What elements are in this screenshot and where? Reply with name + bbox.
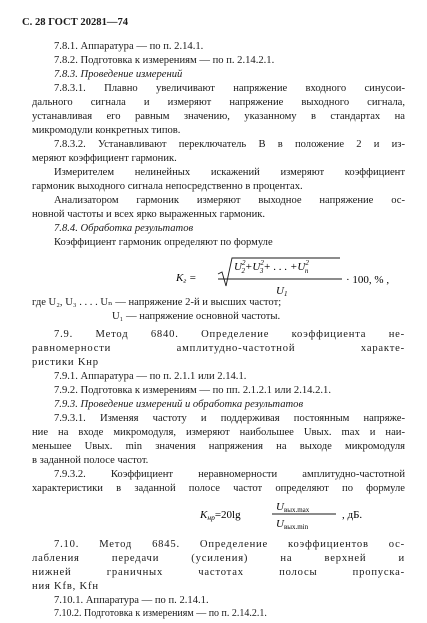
formula1-numerator: $U^2$ $2+U^2$ 3+ . . . $+U^2$ n: [234, 259, 309, 275]
section-7-10-title-line2: лабления передачи (усиления) на верхней и: [32, 553, 405, 564]
para-7-9-3-1-line2: ние на входе микромодуля, измеряют наибольшее Uвых. max и наи-: [32, 427, 405, 438]
item-7-8-1: 7.8.1. Аппаратура — по п. 2.14.1.: [54, 41, 204, 52]
nonuniformity-formula: [196, 496, 396, 536]
formula2-lhs: Kнр=20lg: [200, 509, 241, 522]
formula1-lhs: Kг =: [176, 272, 197, 285]
formula1-rhs: · 100, % ,: [346, 274, 390, 286]
para-7-8-3-1-line3: устанавливая его равным значению, указанному в стандартах на: [32, 111, 405, 122]
item-7-9-3-heading: 7.9.3. Проведение измерений и обработка результатов: [54, 399, 304, 410]
page-header: С. 28 ГОСТ 20281—74: [22, 17, 129, 28]
para-7-9-3-1-line3: меньшее Uвых. min значения напряжения на выходе микромодуля: [32, 441, 405, 452]
formula1-intro: Коэффициент гармоник определяют по формуле: [54, 237, 273, 248]
item-7-9-2: 7.9.2. Подготовка к измерениям — по пп. 2.1.2.1 или 2.14.2.1.: [54, 385, 331, 396]
para-7-8-3-1-line1: 7.8.3.1. Плавно увеличивают напряжение входного синусои-: [54, 83, 405, 94]
section-7-9-title-line2: равномерности амплитудно-частотной характе-: [32, 343, 405, 354]
para-7-8-3-2-line2: меряют коэффициент гармоник.: [32, 153, 177, 164]
formula1-denominator: U1: [276, 285, 288, 298]
formula1-where-line2: U₁ — напряжение основной частоты.: [112, 311, 281, 322]
item-7-8-4-heading: 7.8.4. Обработка результатов: [54, 223, 194, 234]
formula2-numerator: Uвых.max: [276, 501, 310, 514]
formula2-rhs: , дБ.: [342, 509, 363, 521]
item-7-10-2: 7.10.2. Подготовка к измерениям — по п. 2.14.2.1.: [54, 608, 267, 619]
harmonic-coefficient-formula: [160, 252, 410, 302]
para-7-9-3-2-line1: 7.9.3.2. Коэффициент неравномерности амплитудно-частотной: [54, 469, 405, 480]
para-7-9-3-1-line4: в заданной полосе частот.: [32, 455, 149, 466]
para-analyzer-line1: Анализатором гармоник измеряют выходное напряжение ос-: [54, 195, 405, 206]
item-7-8-2: 7.8.2. Подготовка к измерениям — по п. 2.14.2.1.: [54, 55, 275, 66]
item-7-8-3-heading: 7.8.3. Проведение измерений: [54, 69, 183, 80]
para-distortion-line2: гармоник выходного сигнала непосредственно в процентах.: [32, 181, 303, 192]
para-7-8-3-1-line4: микромодули конкретных типов.: [32, 125, 181, 136]
section-7-10-title-line4: ния Kfв, Kfн: [32, 581, 99, 592]
para-analyzer-line2: новной частоты и всех ярко выраженных гармоник.: [32, 209, 266, 220]
section-7-10-title-line1: 7.10. Метод 6845. Определение коэффициентов ос-: [54, 539, 405, 550]
para-7-8-3-2-line1: 7.8.3.2. Устанавливают переключатель B в положение 2 и из-: [54, 139, 405, 150]
section-7-9-title-line3: ристики Kнр: [32, 357, 99, 368]
item-7-10-1: 7.10.1. Аппаратура — по п. 2.14.1.: [54, 595, 209, 606]
formula2-denominator: Uвых.min: [276, 518, 309, 531]
section-7-10-title-line3: нижней граничных частотах полосы пропуска-: [32, 567, 405, 578]
para-distortion-line1: Измерителем нелинейных искажений измеряют коэффициент: [54, 167, 405, 178]
para-7-9-3-1-line1: 7.9.3.1. Изменяя частоту и поддерживая постоянным напряже-: [54, 413, 405, 424]
para-7-9-3-2-line2: характеристики в заданной полосе частот определяют по формуле: [32, 483, 405, 494]
section-7-9-title-line1: 7.9. Метод 6840. Определение коэффициента не-: [54, 329, 405, 340]
para-7-8-3-1-line2: дального сигнала и измеряют напряжение выходного сигнала,: [32, 97, 405, 108]
item-7-9-1: 7.9.1. Аппаратура — по п. 2.1.1 или 2.14.1.: [54, 371, 247, 382]
formula1-where-line1: где U₂, U₃ . . . . Uₙ — напряжение 2-й и высших частот;: [32, 297, 282, 308]
